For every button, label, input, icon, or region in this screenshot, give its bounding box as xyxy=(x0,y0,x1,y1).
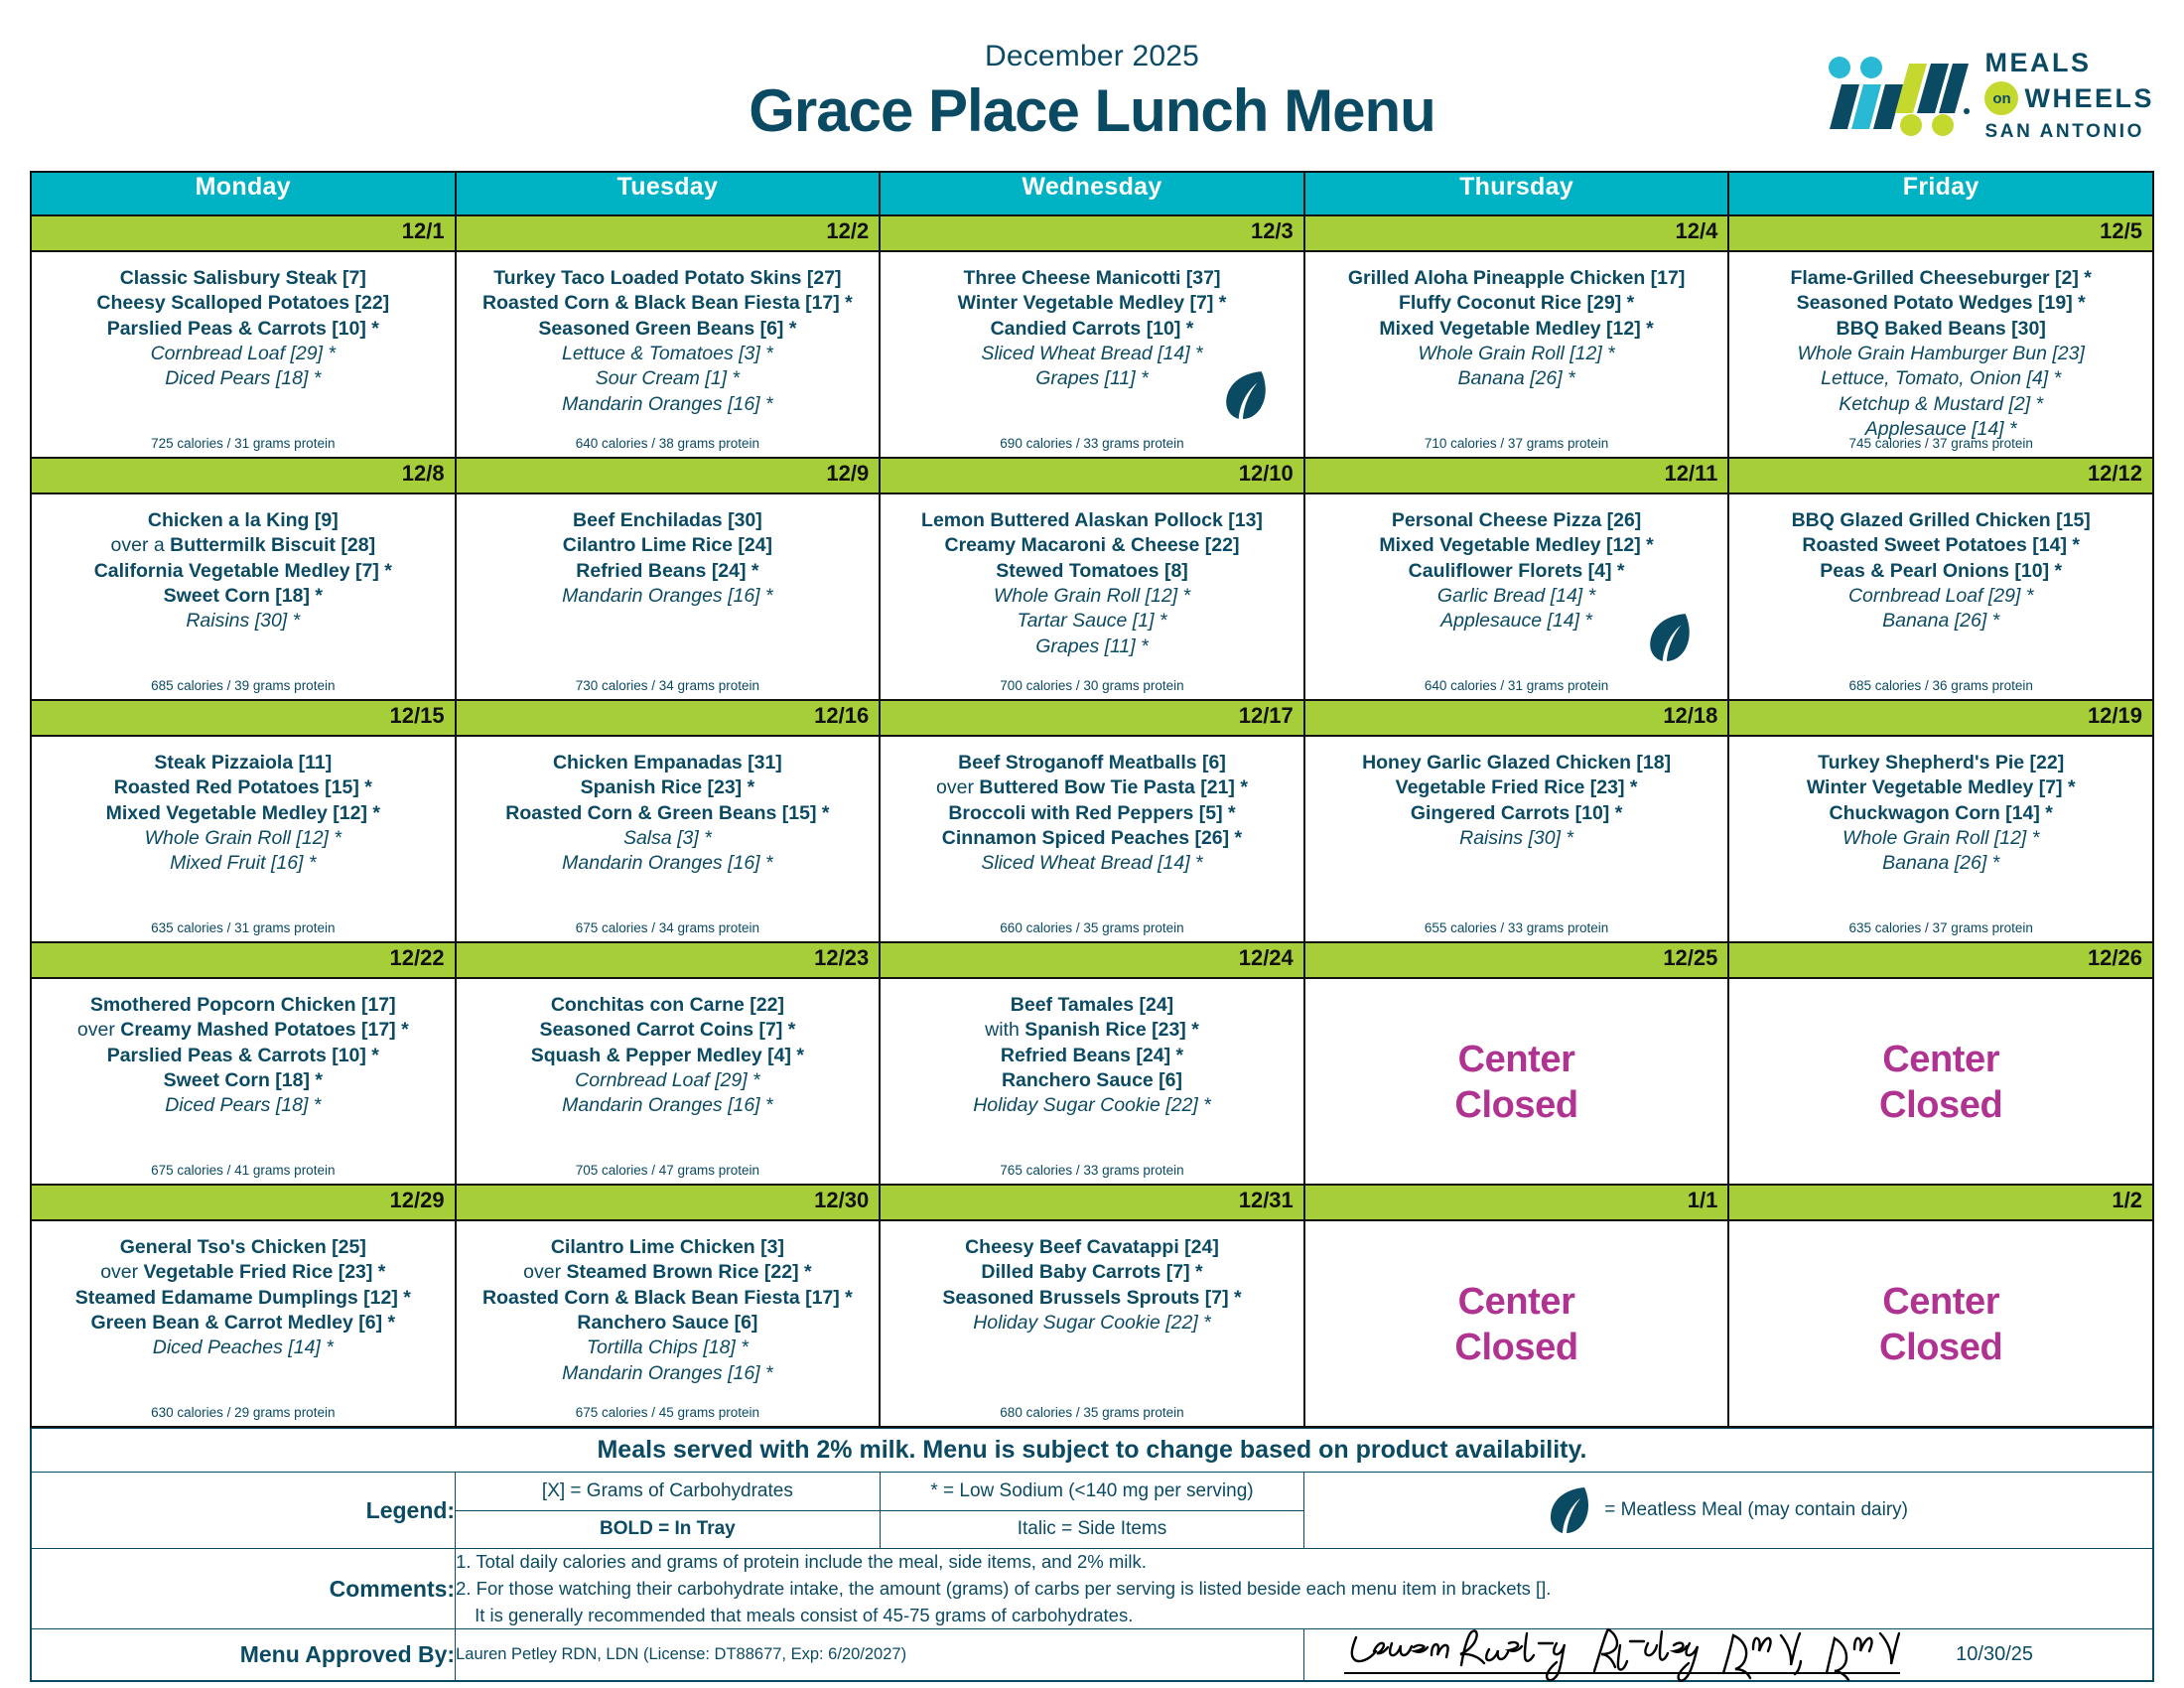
signature-date: 10/30/25 xyxy=(1956,1643,2033,1666)
day-cell[interactable] xyxy=(456,978,881,1185)
day-cell[interactable] xyxy=(1304,493,1729,700)
mow-logo-text xyxy=(1984,48,2154,141)
menu-item-side: Mandarin Oranges [16] * xyxy=(562,1094,773,1117)
date-label: 12/23 xyxy=(456,942,881,978)
menu-item-side: Raisins [30] * xyxy=(1459,827,1574,850)
menu-item-list xyxy=(465,993,872,1119)
page-header xyxy=(0,0,2184,171)
legend-bold-text: BOLD = In Tray xyxy=(600,1518,736,1540)
menu-item-tray: Cilantro Lime Chicken [3] xyxy=(550,1236,784,1258)
calendar-body xyxy=(31,215,2153,1427)
nutrition-info: 705 calories / 47 grams protein xyxy=(575,1163,760,1178)
menu-item-list xyxy=(40,993,447,1119)
menu-item-tray: Cheesy Beef Cavatappi [24] xyxy=(965,1236,1219,1258)
menu-item-tray: with Spanish Rice [23] * xyxy=(985,1019,1199,1042)
menu-item-tray: California Vegetable Medley [7] * xyxy=(93,559,392,582)
nutrition-info: 710 calories / 37 grams protein xyxy=(1424,436,1609,451)
menu-item-side: Tortilla Chips [18] * xyxy=(586,1336,749,1359)
menu-item-tray: General Tso's Chicken [25] xyxy=(119,1236,366,1258)
day-cell[interactable] xyxy=(1304,736,1729,942)
menu-item-tray: Dilled Baby Carrots [7] * xyxy=(981,1261,1203,1284)
menu-item-tray: Seasoned Brussels Sprouts [7] * xyxy=(942,1286,1242,1309)
nutrition-info: 765 calories / 33 grams protein xyxy=(1000,1163,1184,1178)
menu-item-tray: Cauliflower Florets [4] * xyxy=(1408,559,1625,582)
legend-label: Legend: xyxy=(31,1473,456,1549)
menu-row xyxy=(31,978,2153,1185)
day-cell[interactable] xyxy=(31,736,456,942)
menu-item-tray: Vegetable Fried Rice [23] * xyxy=(1395,776,1638,799)
menu-item-tray: over Buttered Bow Tie Pasta [21] * xyxy=(936,776,1248,799)
menu-item-side: Sliced Wheat Bread [14] * xyxy=(981,852,1203,875)
menu-item-tray: Broccoli with Red Peppers [5] * xyxy=(948,801,1236,824)
nutrition-info: 690 calories / 33 grams protein xyxy=(1000,436,1184,451)
menu-item-side: Lettuce & Tomatoes [3] * xyxy=(561,343,773,365)
signature-cell xyxy=(1304,1629,2153,1681)
comments-label: Comments: xyxy=(31,1549,456,1629)
menu-item-tray: Roasted Red Potatoes [15] * xyxy=(113,776,372,799)
date-label: 1/1 xyxy=(1304,1185,1729,1220)
menu-item-side: Grapes [11] * xyxy=(1035,634,1149,657)
day-cell[interactable] xyxy=(880,251,1304,458)
date-label: 12/15 xyxy=(31,700,456,736)
menu-item-list xyxy=(888,993,1296,1119)
date-label: 12/10 xyxy=(880,458,1304,493)
leaf-icon xyxy=(1224,369,1268,421)
menu-item-side: Grapes [11] * xyxy=(1035,367,1149,390)
menu-item-tray: Beef Tamales [24] xyxy=(1010,994,1174,1016)
nutrition-info: 640 calories / 38 grams protein xyxy=(575,436,760,451)
dow-wednesday: Wednesday xyxy=(880,172,1304,215)
menu-item-side: Applesauce [14] * xyxy=(1440,610,1592,633)
menu-item-tray: Stewed Tomatoes [8] xyxy=(996,559,1188,582)
legend-low-sodium: * = Low Sodium (<140 mg per serving) xyxy=(880,1473,1304,1511)
menu-item-list xyxy=(1737,508,2144,634)
date-label: 12/17 xyxy=(880,700,1304,736)
menu-item-list xyxy=(40,1235,447,1361)
menu-item-tray: Cinnamon Spiced Peaches [26] * xyxy=(941,827,1243,850)
menu-item-side: Tartar Sauce [1] * xyxy=(1017,610,1167,633)
day-cell[interactable] xyxy=(1304,978,1729,1185)
menu-item-side: Cornbread Loaf [29] * xyxy=(575,1069,760,1092)
legend-italic-text: Italic = Side Items xyxy=(1017,1518,1167,1540)
menu-item-tray: Gingered Carrots [10] * xyxy=(1410,801,1623,824)
menu-item-list xyxy=(465,1235,872,1386)
menu-item-side: Lettuce, Tomato, Onion [4] * xyxy=(1821,367,2062,390)
center-closed-label: Center Closed xyxy=(1879,1281,2003,1369)
menu-item-list xyxy=(465,266,872,417)
menu-item-tray: Chuckwagon Corn [14] * xyxy=(1829,801,2053,824)
menu-item-side: Mandarin Oranges [16] * xyxy=(562,392,773,415)
menu-item-list xyxy=(465,508,872,609)
menu-item-list xyxy=(40,751,447,877)
menu-item-side: Garlic Bread [14] * xyxy=(1436,585,1596,608)
menu-item-tray: Seasoned Carrot Coins [7] * xyxy=(539,1019,796,1042)
comment-2: 2. For those watching their carbohydrate intake, the amount (grams) of carbs per serving is listed beside each menu item in brackets []. xyxy=(456,1577,1552,1599)
menu-item-side: Salsa [3] * xyxy=(622,827,712,850)
logo-on-badge: on xyxy=(1984,81,2018,115)
menu-item-tray: Mixed Vegetable Medley [12] * xyxy=(105,801,380,824)
menu-item-list xyxy=(888,751,1296,877)
menu-item-prefix: over xyxy=(100,1261,144,1284)
menu-item-tray: Ranchero Sauce [6] xyxy=(1001,1069,1183,1092)
menu-item-tray: Spanish Rice [23] * xyxy=(580,776,755,799)
menu-item-tray: over Steamed Brown Rice [22] * xyxy=(523,1261,812,1284)
menu-item-side: Mandarin Oranges [16] * xyxy=(562,852,773,875)
menu-item-tray: Roasted Corn & Black Bean Fiesta [17] * xyxy=(482,292,853,315)
center-closed-label: Center Closed xyxy=(1454,1039,1578,1127)
day-cell[interactable] xyxy=(456,493,881,700)
day-cell[interactable] xyxy=(880,736,1304,942)
menu-item-tray: Smothered Popcorn Chicken [17] xyxy=(89,994,396,1016)
menu-item-list xyxy=(40,508,447,634)
menu-item-tray: Mixed Vegetable Medley [12] * xyxy=(1379,317,1654,340)
menu-item-side: Mandarin Oranges [16] * xyxy=(562,1361,773,1384)
menu-item-side: Cornbread Loaf [29] * xyxy=(1847,585,2034,608)
dow-tuesday: Tuesday xyxy=(456,172,881,215)
date-label: 12/12 xyxy=(1728,458,2153,493)
date-label: 12/3 xyxy=(880,215,1304,251)
menu-item-tray: Ranchero Sauce [6] xyxy=(577,1312,758,1335)
nutrition-info: 630 calories / 29 grams protein xyxy=(151,1405,336,1420)
menu-item-tray: Three Cheese Manicotti [37] xyxy=(963,267,1221,289)
menu-item-tray: over a Buttermilk Biscuit [28] xyxy=(110,534,376,557)
menu-item-tray: Roasted Corn & Green Beans [15] * xyxy=(505,801,830,824)
day-cell[interactable] xyxy=(456,1220,881,1427)
menu-item-tray: Candied Carrots [10] * xyxy=(990,317,1194,340)
menu-item-tray: Fluffy Coconut Rice [29] * xyxy=(1398,292,1635,315)
approved-by: Lauren Petley RDN, LDN (License: DT88677, Exp: 6/20/2027) xyxy=(456,1629,1304,1681)
date-label: 12/19 xyxy=(1728,700,2153,736)
menu-item-tray: BBQ Glazed Grilled Chicken [15] xyxy=(1791,509,2091,531)
menu-item-tray: Seasoned Green Beans [6] * xyxy=(538,317,797,340)
date-label: 12/18 xyxy=(1304,700,1729,736)
menu-item-side: Whole Grain Roll [12] * xyxy=(993,585,1191,608)
signature-image xyxy=(1344,1621,1900,1687)
date-bar-row xyxy=(31,700,2153,736)
nutrition-info: 640 calories / 31 grams protein xyxy=(1424,678,1609,693)
date-label: 12/29 xyxy=(31,1185,456,1220)
legend-italic xyxy=(880,1510,1304,1549)
menu-item-tray: Lemon Buttered Alaskan Pollock [13] xyxy=(921,509,1263,531)
menu-footer xyxy=(30,1428,2154,1682)
menu-item-tray: Roasted Sweet Potatoes [14] * xyxy=(1802,534,2080,557)
comment-1: 1. Total daily calories and grams of protein include the meal, side items, and 2% milk. xyxy=(456,1551,1147,1572)
milk-note: Meals served with 2% milk. Menu is subject to change based on product availability. xyxy=(31,1429,2153,1473)
menu-item-tray: Parslied Peas & Carrots [10] * xyxy=(106,1044,379,1066)
menu-item-prefix: over xyxy=(523,1261,567,1284)
menu-calendar xyxy=(30,171,2154,1428)
date-label: 12/11 xyxy=(1304,458,1729,493)
menu-item-tray: BBQ Baked Beans [30] xyxy=(1836,317,2046,340)
day-cell[interactable] xyxy=(31,493,456,700)
day-cell[interactable] xyxy=(880,1220,1304,1427)
menu-item-tray: Green Bean & Carrot Medley [6] * xyxy=(90,1312,396,1335)
date-label: 12/4 xyxy=(1304,215,1729,251)
date-label: 12/25 xyxy=(1304,942,1729,978)
menu-item-tray: Sweet Corn [18] * xyxy=(163,1069,323,1092)
date-label: 12/16 xyxy=(456,700,881,736)
day-cell[interactable] xyxy=(31,978,456,1185)
date-label: 12/22 xyxy=(31,942,456,978)
menu-row xyxy=(31,493,2153,700)
date-bar-row xyxy=(31,215,2153,251)
menu-item-list xyxy=(40,266,447,392)
menu-item-tray: Peas & Pearl Onions [10] * xyxy=(1820,559,2063,582)
day-cell[interactable] xyxy=(880,978,1304,1185)
menu-item-tray: Creamy Macaroni & Cheese [22] xyxy=(944,534,1240,557)
menu-item-side: Sliced Wheat Bread [14] * xyxy=(981,343,1203,365)
meals-on-wheels-logo xyxy=(1820,48,2154,141)
menu-item-side: Mixed Fruit [16] * xyxy=(170,852,317,875)
date-label: 12/8 xyxy=(31,458,456,493)
menu-item-tray: Seasoned Potato Wedges [19] * xyxy=(1796,292,2086,315)
menu-item-side: Whole Grain Hamburger Bun [23] xyxy=(1797,343,2085,365)
date-label: 12/5 xyxy=(1728,215,2153,251)
mow-logo-mark xyxy=(1820,52,1971,137)
nutrition-info: 675 calories / 45 grams protein xyxy=(575,1405,760,1420)
nutrition-info: 635 calories / 37 grams protein xyxy=(1848,920,2033,935)
menu-item-side: Applesauce [14] * xyxy=(1864,418,2017,441)
menu-item-side: Holiday Sugar Cookie [22] * xyxy=(973,1094,1211,1117)
date-label: 12/30 xyxy=(456,1185,881,1220)
legend-meatless-text: = Meatless Meal (may contain dairy) xyxy=(1604,1499,1908,1520)
menu-item-side: Whole Grain Roll [12] * xyxy=(1843,827,2040,850)
date-label: 12/1 xyxy=(31,215,456,251)
menu-item-side: Sour Cream [1] * xyxy=(595,367,740,390)
menu-item-tray: Sweet Corn [18] * xyxy=(163,585,323,608)
menu-item-side: Whole Grain Roll [12] * xyxy=(144,827,341,850)
menu-item-side: Banana [26] * xyxy=(1457,367,1575,390)
menu-item-side: Diced Pears [18] * xyxy=(165,367,322,390)
nutrition-info: 730 calories / 34 grams protein xyxy=(575,678,760,693)
menu-item-tray: Conchitas con Carne [22] xyxy=(550,994,784,1016)
day-of-week-header-row xyxy=(31,172,2153,215)
day-cell[interactable] xyxy=(1728,736,2153,942)
menu-item-tray: Turkey Taco Loaded Potato Skins [27] xyxy=(493,267,842,289)
date-label: 12/24 xyxy=(880,942,1304,978)
dow-thursday: Thursday xyxy=(1304,172,1729,215)
approved-label: Menu Approved By: xyxy=(31,1629,456,1681)
approval-row xyxy=(31,1629,2153,1681)
menu-item-side: Diced Pears [18] * xyxy=(165,1094,322,1117)
day-cell[interactable] xyxy=(1728,978,2153,1185)
menu-item-tray: Steamed Edamame Dumplings [12] * xyxy=(74,1286,411,1309)
center-closed-label: Center Closed xyxy=(1879,1039,2003,1127)
menu-item-tray: Chicken Empanadas [31] xyxy=(552,752,782,774)
menu-item-tray: over Creamy Mashed Potatoes [17] * xyxy=(76,1019,409,1042)
day-cell[interactable] xyxy=(1728,493,2153,700)
nutrition-info: 685 calories / 36 grams protein xyxy=(1848,678,2033,693)
dow-monday: Monday xyxy=(31,172,456,215)
day-cell[interactable] xyxy=(1728,251,2153,458)
menu-item-side: Diced Peaches [14] * xyxy=(152,1336,334,1359)
menu-item-tray: Winter Vegetable Medley [7] * xyxy=(957,292,1227,315)
menu-item-tray: Mixed Vegetable Medley [12] * xyxy=(1379,534,1654,557)
menu-item-prefix: over a xyxy=(110,534,171,557)
menu-item-tray: over Vegetable Fried Rice [23] * xyxy=(100,1261,386,1284)
menu-item-list xyxy=(1737,751,2144,877)
menu-item-tray: Roasted Corn & Black Bean Fiesta [17] * xyxy=(482,1286,853,1309)
logo-line-city: SAN ANTONIO xyxy=(1984,121,2145,142)
day-cell[interactable] xyxy=(31,1220,456,1427)
logo-line-wheels xyxy=(1984,81,2154,115)
month-subtitle: December 2025 xyxy=(984,40,1200,72)
menu-item-tray: Winter Vegetable Medley [7] * xyxy=(1806,776,2076,799)
menu-item-tray: Grilled Aloha Pineapple Chicken [17] xyxy=(1347,267,1686,289)
menu-item-side: Cornbread Loaf [29] * xyxy=(150,343,337,365)
menu-item-side: Raisins [30] * xyxy=(186,610,301,633)
legend-meatless-cell xyxy=(1304,1473,2153,1549)
day-cell[interactable] xyxy=(1728,1220,2153,1427)
date-bar-row xyxy=(31,1185,2153,1220)
menu-item-tray: Steak Pizzaiola [11] xyxy=(154,752,333,774)
day-cell[interactable] xyxy=(456,251,881,458)
menu-item-tray: Beef Stroganoff Meatballs [6] xyxy=(958,752,1226,774)
legend-carbs: [X] = Grams of Carbohydrates xyxy=(456,1473,881,1511)
menu-item-tray: Parslied Peas & Carrots [10] * xyxy=(106,317,379,340)
logo-wheels-text: WHEELS xyxy=(2024,82,2154,113)
day-cell[interactable] xyxy=(31,251,456,458)
menu-row xyxy=(31,736,2153,942)
menu-item-side: Ketchup & Mustard [2] * xyxy=(1839,392,2044,415)
nutrition-info: 725 calories / 31 grams protein xyxy=(151,436,336,451)
menu-item-tray: Beef Enchiladas [30] xyxy=(573,509,762,531)
nutrition-info: 685 calories / 39 grams protein xyxy=(151,678,336,693)
leaf-icon xyxy=(1549,1485,1590,1535)
menu-item-tray: Refried Beans [24] * xyxy=(1000,1044,1184,1066)
menu-item-list xyxy=(888,508,1296,659)
comments-body xyxy=(456,1549,2153,1629)
menu-item-prefix: over xyxy=(936,776,980,799)
date-bar-row xyxy=(31,458,2153,493)
date-label: 12/9 xyxy=(456,458,881,493)
date-label: 1/2 xyxy=(1728,1185,2153,1220)
day-cell[interactable] xyxy=(456,736,881,942)
menu-item-side: Whole Grain Roll [12] * xyxy=(1418,343,1615,365)
menu-item-list xyxy=(888,1235,1296,1336)
nutrition-info: 655 calories / 33 grams protein xyxy=(1424,920,1609,935)
menu-item-side: Mandarin Oranges [16] * xyxy=(562,585,773,608)
menu-row xyxy=(31,251,2153,458)
milk-note-row xyxy=(31,1429,2153,1473)
menu-item-list xyxy=(465,751,872,877)
menu-item-side: Banana [26] * xyxy=(1882,610,2000,633)
date-label: 12/2 xyxy=(456,215,881,251)
center-closed-label: Center Closed xyxy=(1454,1281,1578,1369)
menu-item-tray: Turkey Shepherd's Pie [22] xyxy=(1818,752,2065,774)
menu-item-list xyxy=(1313,751,1720,851)
nutrition-info: 745 calories / 37 grams protein xyxy=(1848,436,2033,451)
date-bar-row xyxy=(31,942,2153,978)
menu-item-prefix: with xyxy=(985,1019,1025,1042)
date-label: 12/31 xyxy=(880,1185,1304,1220)
menu-item-tray: Refried Beans [24] * xyxy=(576,559,759,582)
menu-item-tray: Classic Salisbury Steak [7] xyxy=(119,267,366,289)
menu-item-tray: Honey Garlic Glazed Chicken [18] xyxy=(1362,752,1672,774)
menu-item-tray: Flame-Grilled Cheeseburger [2] * xyxy=(1790,267,2092,289)
nutrition-info: 635 calories / 31 grams protein xyxy=(151,920,336,935)
menu-item-tray: Cilantro Lime Rice [24] xyxy=(562,534,773,557)
day-cell[interactable] xyxy=(1304,251,1729,458)
menu-item-list xyxy=(1313,266,1720,392)
nutrition-info: 675 calories / 41 grams protein xyxy=(151,1163,336,1178)
leaf-icon xyxy=(1648,612,1692,663)
dow-friday: Friday xyxy=(1728,172,2153,215)
day-cell[interactable] xyxy=(880,493,1304,700)
menu-item-side: Banana [26] * xyxy=(1882,852,2000,875)
comments-row xyxy=(31,1549,2153,1629)
page-title: Grace Place Lunch Menu xyxy=(749,77,1435,144)
day-cell[interactable] xyxy=(1304,1220,1729,1427)
legend-row-1 xyxy=(31,1473,2153,1511)
nutrition-info: 675 calories / 34 grams protein xyxy=(575,920,760,935)
menu-item-tray: Chicken a la King [9] xyxy=(147,509,339,531)
legend-bold xyxy=(456,1510,881,1549)
comment-3: It is generally recommended that meals consist of 45-75 grams of carbohydrates. xyxy=(475,1604,1134,1625)
menu-row xyxy=(31,1220,2153,1427)
menu-item-side: Holiday Sugar Cookie [22] * xyxy=(973,1312,1211,1335)
menu-item-list xyxy=(1737,266,2144,442)
logo-line-meals: MEALS xyxy=(1984,48,2092,77)
menu-item-tray: Cheesy Scalloped Potatoes [22] xyxy=(96,292,390,315)
menu-item-tray: Personal Cheese Pizza [26] xyxy=(1391,509,1642,531)
menu-item-prefix: over xyxy=(76,1019,121,1042)
nutrition-info: 700 calories / 30 grams protein xyxy=(1000,678,1184,693)
nutrition-info: 660 calories / 35 grams protein xyxy=(1000,920,1184,935)
nutrition-info: 680 calories / 35 grams protein xyxy=(1000,1405,1184,1420)
date-label: 12/26 xyxy=(1728,942,2153,978)
menu-item-tray: Squash & Pepper Medley [4] * xyxy=(530,1044,805,1066)
